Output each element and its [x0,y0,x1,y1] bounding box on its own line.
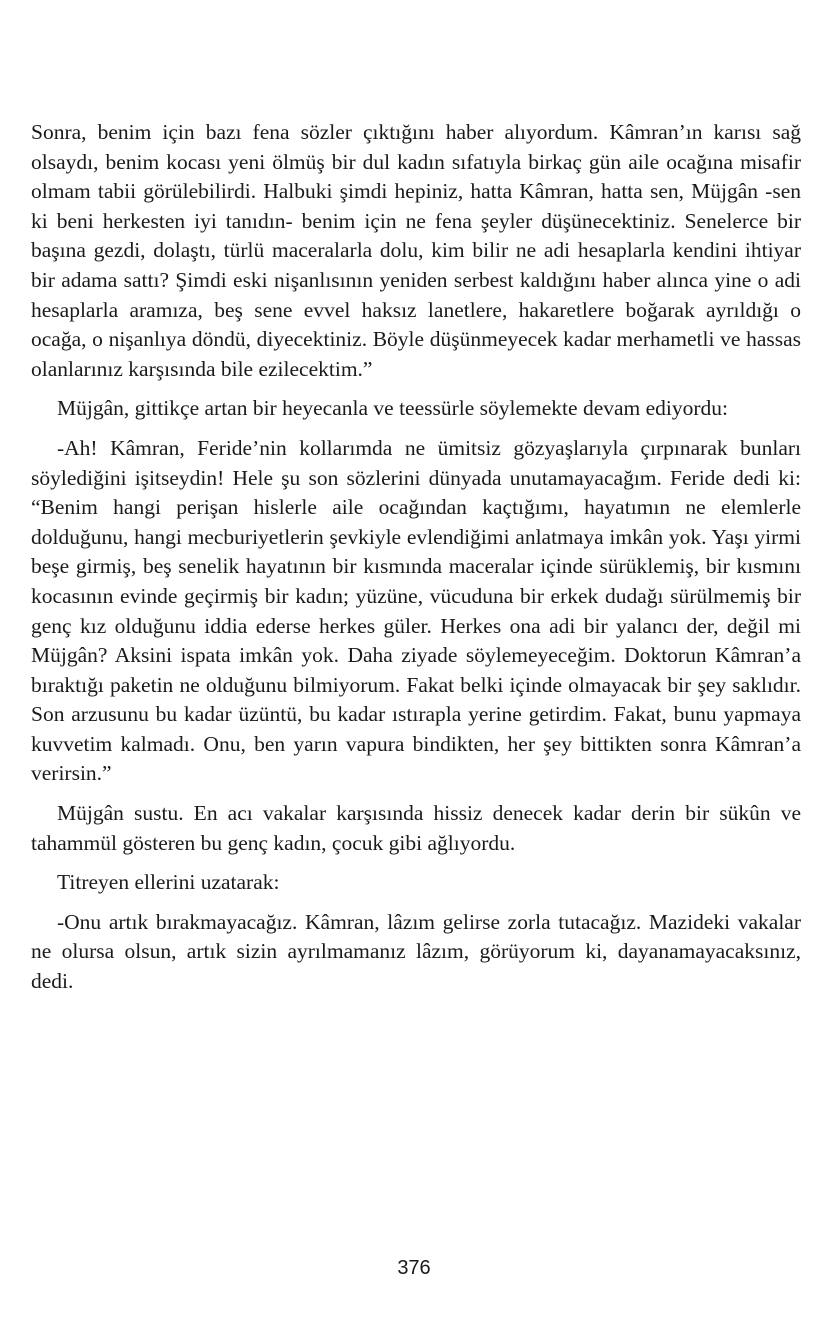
page-body [31,118,801,997]
paragraph-2: Müjgân, gittikçe artan bir heyecanla ve teessürle söylemekte devam ediyordu: [57,396,729,421]
paragraph-6: -Onu artık bırakmayacağız. Kâmran, lâzım gelirse zorla tutacağız. Mazideki vakalar ne olursa olsun, artık sizin ayrılmamanız lâzım, görüyorum ki, dayanamayacaksınız, dedi. [31,909,801,994]
paragraph-1: Sonra, benim için bazı fena sözler çıktığını haber alıyordum. Kâmran’ın karısı sağ olsaydı, benim kocası yeni ölmüş bir dul kadın sıfatıyla birkaç gün aile ocağına misafir olmam tabii görülebilirdi. Halbuki şimdi hepiniz, hatta Kâmran, hatta sen, Müjgân -sen ki beni herkesten iyi tanıdın- benim için ne fena şeyler düşünecektiniz. Senelerce bir başına gezdi, dolaştı, türlü maceralarla dolu, kim bilir ne adi hesaplarla kendini ihtiyar bir adama sattı? Şimdi eski nişanlısının yeniden serbest kaldığını haber alınca yine o adi hesaplarla aramıza, beş sene evvel haksız lanetlere, hakaretlere boğarak ayrıldığı o ocağa, o nişanlıya döndü, diyecektiniz. Böyle düşünmeyecek kadar merhametli ve hassas olanlarınız karşısında bile ezilecektim.” [31,120,801,381]
paragraph-3: -Ah! Kâmran, Feride’nin kollarımda ne ümitsiz gözyaşlarıyla çırpınarak bunları söylediğini işitseydin! Hele şu son sözlerini dünyada unutamayacağım. Feride dedi ki: “Benim hangi perişan hislerle aile ocağından kaçtığımı, hayatımın ne elemlerle dolduğunu, hangi mecburiyetlerin şevkiyle evlendiğimi anlatmaya imkân yok. Yaşı yirmi beşe girmiş, beş senelik hayatının bir kısmında maceralar içinde sürüklemiş, bir kısmını kocasının evinde geçirmiş bir kadın; yüzüne, vücuduna bir erkek dudağı sürülmemiş bir genç kız olduğunu iddia ederse herkes güler. Herkes ona adi bir yalancı der, değil mi Müjgân? Aksini ispata imkân yok. Daha ziyade söylemeyeceğim. Doktorun Kâmran’a bıraktığı paketin ne olduğunu bilmiyorum. Fakat belki içinde olmayacak bir şey saklıdır. Son arzusunu bu kadar üzüntü, bu kadar ıstırapla yerine getirdim. Fakat, bunu yapmaya kuvvetim kalmadı. Onu, ben yarın vapura bindikten, her şey bittikten sonra Kâmran’a verirsin.” [31,435,801,786]
page-number: 376 [397,1257,431,1279]
paragraph-5: Titreyen ellerini uzatarak: [57,870,280,895]
paragraph-4: Müjgân sustu. En acı vakalar karşısında hissiz denecek kadar derin bir sükûn ve tahammül gösteren bu genç kadın, çocuk gibi ağlıyordu. [31,801,801,855]
